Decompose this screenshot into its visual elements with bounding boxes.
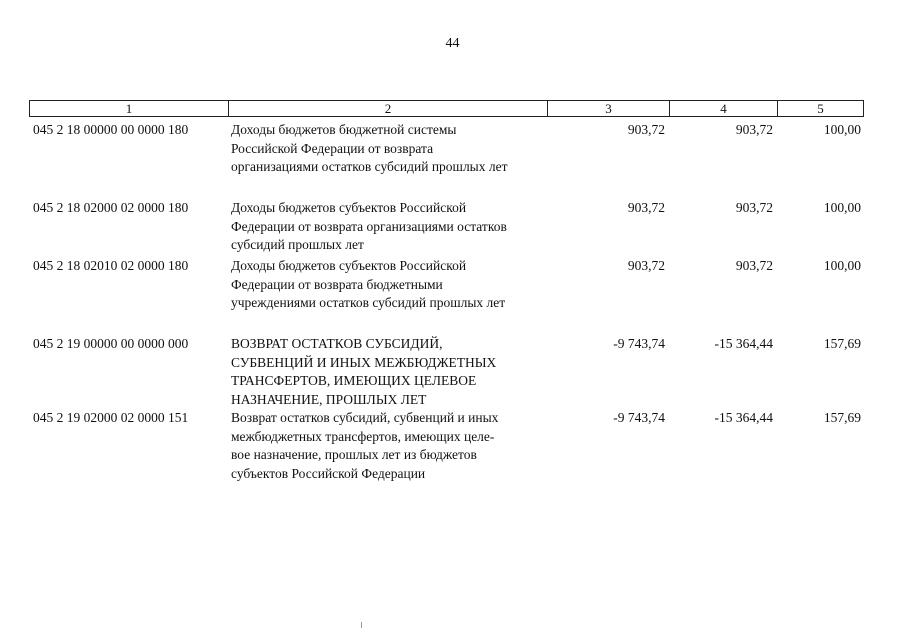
row-value-col4: 903,72 <box>735 122 773 137</box>
description-line: учреждениями остатков субсидий прошлых лет <box>231 295 506 310</box>
scan-mark <box>361 622 362 628</box>
row-value-col4: 903,72 <box>735 258 773 273</box>
description-line: ТРАНСФЕРТОВ, ИМЕЮЩИХ ЦЕЛЕВОЕ <box>231 373 477 388</box>
description-line: межбюджетных трансфертов, имеющих целе- <box>231 428 495 444</box>
row-value-col3: -9 743,74 <box>613 410 665 425</box>
description-line: Российской Федерации от возврата <box>231 140 434 156</box>
description-line: Возврат остатков субсидий, субвенций и иных <box>231 410 499 425</box>
row-value-col4: -15 364,44 <box>714 336 773 351</box>
table-header <box>29 100 864 117</box>
row-code: 045 2 18 02000 02 0000 180 <box>33 200 189 215</box>
header-col-2: 2 <box>229 101 548 116</box>
row-description <box>231 121 551 177</box>
page-number: 44 <box>445 36 460 51</box>
row-value-col5: 157,69 <box>823 336 861 351</box>
row-description <box>231 257 551 313</box>
row-description <box>231 199 551 255</box>
row-value-col5: 100,00 <box>823 258 861 273</box>
header-col-1: 1 <box>30 101 229 116</box>
description-line: Федерации от возврата бюджетными <box>231 276 443 292</box>
row-value-col5: 157,69 <box>823 410 861 425</box>
description-line: Федерации от возврата организациями остатков <box>231 218 507 234</box>
header-col-5: 5 <box>817 101 824 116</box>
header-col-3: 3 <box>548 101 670 116</box>
description-line: НАЗНАЧЕНИЕ, ПРОШЛЫХ ЛЕТ <box>231 391 427 407</box>
row-value-col5: 100,00 <box>823 122 861 137</box>
row-value-col5: 100,00 <box>823 200 861 215</box>
header-col-4: 4 <box>670 101 778 116</box>
description-line: ВОЗВРАТ ОСТАТКОВ СУБСИДИЙ, <box>231 336 443 351</box>
row-value-col3: 903,72 <box>627 258 665 273</box>
row-description <box>231 409 551 483</box>
description-line: вое назначение, прошлых лет из бюджетов <box>231 447 477 462</box>
row-description <box>231 335 551 409</box>
description-line: Доходы бюджетов субъектов Российской <box>231 200 467 215</box>
description-line: субъектов Российской Федерации <box>231 465 426 481</box>
description-line: СУБВЕНЦИЙ И ИНЫХ МЕЖБЮДЖЕТНЫХ <box>231 354 497 370</box>
description-line: Доходы бюджетов бюджетной системы <box>231 122 457 137</box>
row-code: 045 2 18 00000 00 0000 180 <box>33 122 189 137</box>
row-code: 045 2 19 00000 00 0000 000 <box>33 336 189 351</box>
row-code: 045 2 19 02000 02 0000 151 <box>33 410 189 425</box>
row-value-col3: 903,72 <box>627 122 665 137</box>
row-value-col4: -15 364,44 <box>714 410 773 425</box>
row-value-col4: 903,72 <box>735 200 773 215</box>
row-value-col3: 903,72 <box>627 200 665 215</box>
description-line: организациями остатков субсидий прошлых лет <box>231 159 508 174</box>
row-code: 045 2 18 02010 02 0000 180 <box>33 258 189 273</box>
description-line: субсидий прошлых лет <box>231 237 364 252</box>
row-value-col3: -9 743,74 <box>613 336 665 351</box>
description-line: Доходы бюджетов субъектов Российской <box>231 258 467 273</box>
